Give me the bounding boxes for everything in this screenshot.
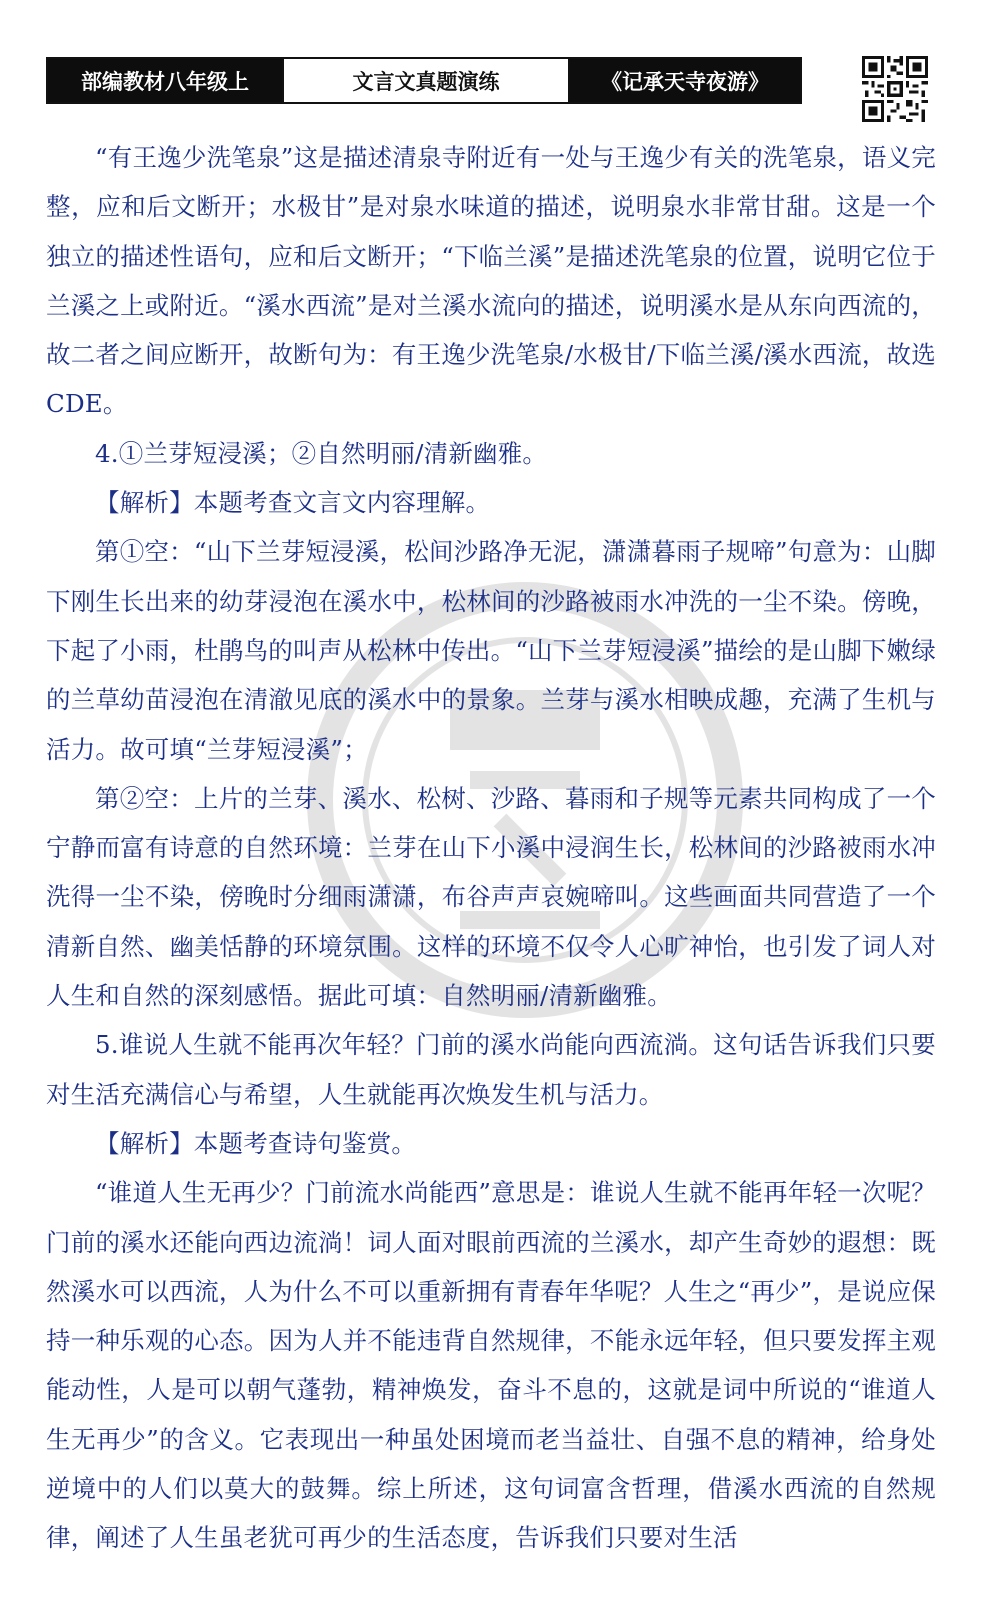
- header-lesson-title: 《记承天寺夜游》: [570, 59, 800, 102]
- paragraph-poem-appreciation: “谁道人生无再少？门前流水尚能西”意思是：谁说人生就不能再年轻一次呢？门前的溪水还能向西边流淌！词人面对眼前西流的兰溪水，却产生奇妙的遐想：既然溪水可以西流，人为什么不可以重新拥有青春年华呢？人生之“再少”，是说应保持一种乐观的心态。因为人并不能违背自然规律，不能永远年轻，但只要发挥主观能动性，人是可以朝气蓬勃，精神焕发，奋斗不息的，这就是词中所说的“谁道人生无再少”的含义。它表现出一种虽处困境而老当益壮、自强不息的精神，给身处逆境中的人们以莫大的鼓舞。综上所述，这句词富含哲理，借溪水西流的自然规律，阐述了人生虽老犹可再少的生活态度，告诉我们只要对生活: [46, 1178, 936, 1553]
- paragraph-blank-2: 第②空：上片的兰芽、溪水、松树、沙路、暮雨和子规等元素共同构成了一个宁静而富有诗意的自然环境：兰芽在山下小溪中浸润生长，松林间的沙路被雨水冲洗得一尘不染，傍晚时分细雨潇潇，布谷声声哀婉啼叫。这些画面共同营造了一个清新自然、幽美恬静的环境氛围。这样的环境不仅令人心旷神怡，也引发了词人对人生和自然的深刻感悟。据此可填：自然明丽/清新幽雅。: [46, 783, 936, 1011]
- answer-explanation-text: [46, 133, 936, 1563]
- header-bar: [46, 57, 802, 104]
- header-textbook-label: 部编教材八年级上: [48, 59, 282, 102]
- paragraph-blank-1: 第①空：“山下兰芽短浸溪，松间沙路净无泥，潇潇暮雨子规啼”句意为：山脚下刚生长出来的幼芽浸泡在溪水中，松林间的沙路被雨水冲洗的一尘不染。傍晚，下起了小雨，杜鹃鸟的叫声从松林中传出。“山下兰芽短浸溪”描绘的是山脚下嫩绿的兰草幼苗浸泡在清澈见底的溪水中的景象。兰芽与溪水相映成趣，充满了生机与活力。故可填“兰芽短浸溪”；: [46, 537, 936, 764]
- paragraph-analysis-label-4: 【解析】本题考查文言文内容理解。: [95, 488, 491, 518]
- paragraph-answer-5: 5.谁说人生就不能再次年轻？门前的溪水尚能向西流淌。这句话告诉我们只要对生活充满信心与希望，人生就能再次焕发生机与活力。: [46, 1030, 936, 1109]
- header-section-label: 文言文真题演练: [282, 59, 570, 102]
- qr-code-icon: [862, 56, 928, 122]
- paragraph-answer-4: 4.①兰芽短浸溪；②自然明丽/清新幽雅。: [95, 438, 548, 468]
- paragraph-sentence-break-analysis: “有王逸少洗笔泉”这是描述清泉寺附近有一处与王逸少有关的洗笔泉，语义完整，应和后文断开；水极甘”是对泉水味道的描述，说明泉水非常甘甜。这是一个独立的描述性语句，应和后文断开；“下临兰溪”是描述洗笔泉的位置，说明它位于兰溪之上或附近。“溪水西流”是对兰溪水流向的描述，说明溪水是从东向西流的，故二者之间应断开，故断句为：有王逸少洗笔泉/水极甘/下临兰溪/溪水西流，故选 CDE。: [46, 143, 936, 419]
- paragraph-analysis-label-5: 【解析】本题考查诗句鉴赏。: [95, 1128, 417, 1158]
